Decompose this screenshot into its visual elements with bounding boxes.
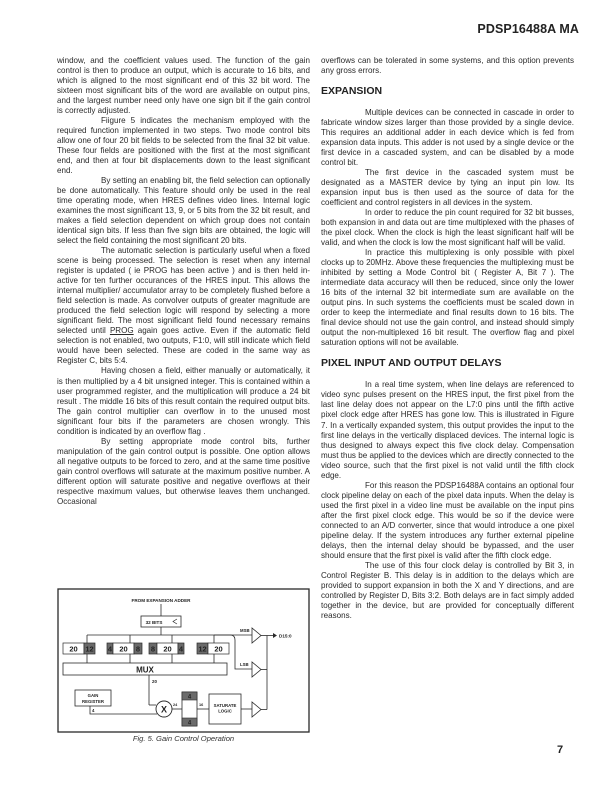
field-group bbox=[63, 643, 229, 654]
paragraph-text: The automatic selection is particularly useful when a fixed scene is being processed. The selection is reset when any internal register is updated ( ie PROG has been active ) and is then held in-active for ten further occurances of the HRES input. This allows the internal multiplier/ accumulator array to be completely flushed before a field selection is made. As convolver outputs of greater magnitude are produced the field selection logic will respond by selecting a more significant field. The most significant field found necessary remains selected until bbox=[57, 246, 310, 336]
mux-width-label: 20 bbox=[152, 679, 157, 684]
middle-width-label: 16 bbox=[199, 703, 204, 707]
saturate-logic-label: LOGIC bbox=[218, 708, 232, 714]
paragraph: The first device in the cascaded system must be designated as a MASTER device by tying an input pin low. Its expansion input bus is then used as the source of data for the coefficient and control registers in all devices in the system. bbox=[321, 168, 574, 208]
paragraph: overflows can be tolerated in some systems, and this option prevents any gross errors. bbox=[321, 56, 574, 76]
multiplier-label: X bbox=[160, 704, 168, 715]
gain-control-diagram bbox=[57, 588, 310, 733]
saturate-buffer-icon bbox=[252, 702, 261, 717]
field-segment-label: 12 bbox=[85, 644, 94, 654]
lsb-buffer-icon bbox=[252, 662, 261, 677]
paragraph bbox=[57, 246, 310, 366]
paragraph: window, and the coefficient values used. The function of the gain control is then to produce an output, which is accurate to 16 bits, and which is aligned to the most significant end of this 32 bit word. The sixteen most significant bits of the word are available on output pins, and the largest number need only have one sign bit if the gain control is correctly adjusted. bbox=[57, 56, 310, 116]
paragraph: Having chosen a field, either manually or automatically, it is then multiplied by a 4 bit unsigned integer. This is contained within a user programmed register, and the multiplication will produce a 24 bit result . The middle 16 bits of this result contain the required output bits. The gain control multiplier can overflow in to the unused most significant four bits if the parameters are chosen wrongly. This condition is indicated by an overflow flag . bbox=[57, 366, 310, 436]
gain-width-label: 4 bbox=[92, 708, 95, 713]
paragraph: Multiple devices can be connected in cascade in order to fabricate window sizes larger than those provided by a single device. This requires an additional adder in each device which is fed from expansion data inputs. This adder is not used by a single device or the first device in a cascaded system, and can be disabled by a mode control bit. bbox=[321, 108, 574, 168]
trim-bottom-label: 4 bbox=[187, 720, 192, 727]
product-width-label: 24 bbox=[173, 703, 178, 707]
msb-buffer-icon bbox=[252, 628, 261, 643]
output-bus-label: D15:0 bbox=[279, 633, 292, 639]
field-segment-label: 8 bbox=[135, 644, 141, 654]
field-segment-label: 8 bbox=[150, 644, 156, 654]
field-segment-label: 4 bbox=[107, 644, 113, 654]
mux-label: MUX bbox=[136, 665, 154, 675]
prog-signal-overbar: PROG bbox=[109, 326, 134, 336]
field-segment-label: 20 bbox=[163, 644, 172, 654]
paragraph: For this reason the PDSP16488A contains an optional four clock pipeline delay on each of the pixel data inputs. When the delay is used the first pixel in a video line must be available on the input pins after the first pixel clock edge. This would be so if the device were connected to an A/D converter, since that would introduce a one pixel pipeline delay. If the system introduces any further external pipeline delays, then the internal delay should be bypassed, and the user should ensure that the first pixel is valid after the fifth clock edge. bbox=[321, 480, 574, 560]
paragraph: By setting appropriate mode control bits, further manipulation of the gain control output is possible. One option allows all negative outputs to be forced to zero, and at the same time positive gain control overflows will saturate at the maximum positive number. A different option will saturate positive and negative overflows at their respective maximum values, but otherwise leaves them unchanged. Occasional bbox=[57, 436, 310, 506]
paragraph: In order to reduce the pin count required for 32 bit busses, both expansion in and data out are time multiplexed with the phases of the pixel clock. When the clock is high the least significant half will be valid, and when the clock is low the most significant half will be valid. bbox=[321, 208, 574, 248]
right-column bbox=[321, 56, 574, 621]
paragraph: In a real time system, when line delays are referenced to video sync pulses present on the HRES input, the first pixel from the last line delay does not appear on the L7:0 pins until the fifth active pixel clock edge after HRES has gone low. This is illustrated in Figure 7. In a vertically expanded system, this output provides the input to the first line delays in the vertically displaced devices. The internal logic is thus designed to always expect this five clock delay. Compensation must thus be applied to the devices which are directly connected to the video source, such that the first pixel is not valid until the fifth clock edge. bbox=[321, 380, 574, 480]
left-column bbox=[57, 56, 310, 507]
field-segment-label: 20 bbox=[69, 644, 78, 654]
section-heading-pixel-delays: PIXEL INPUT AND OUTPUT DELAYS bbox=[321, 357, 502, 370]
output-arrow-icon bbox=[273, 633, 277, 638]
field-segment-label: 4 bbox=[178, 644, 184, 654]
paragraph-text: again goes active. Even if the automatic field selection is not enabled, two outputs, F1:0, will still indicate which field would have been selected. These are coded in the same way as Register C, bits 5:4. bbox=[57, 326, 310, 366]
page-number: 7 bbox=[557, 744, 564, 756]
gain-register-label: GAIN bbox=[87, 693, 99, 698]
saturate-logic-label: SATURATE bbox=[213, 703, 237, 708]
section-heading-expansion: EXPANSION bbox=[321, 85, 383, 98]
paragraph: In practice this multiplexing is only possible with pixel clocks up to 20MHz. Above these frequencies the multiplexing must be inhibited by setting a Mode Control bit ( Register A, Bit 7 ). The intermediate data accuracy will then be reduced, since only the lower 16 bits of the internal 32 bit intermediate sum are available on the output pins. In such systems the coefficients must be scaled down in order to keep the intermediate and final results down to 16 bits. The final device should not use the gain control, and instead should simply output the non-multiplexed 16 bit result. The overflow flag and pixel saturation options will not be available. bbox=[321, 248, 574, 348]
field-segment-label: 20 bbox=[214, 644, 223, 654]
bits-label: 32 BITS bbox=[145, 620, 163, 625]
diagram-svg bbox=[57, 588, 310, 733]
paragraph: By setting an enabling bit, the field selection can optionally be done automatically. This feature should only be used in the real time operating mode, when HRES defines video lines. Internal logic examines the most significant 13, 9, or 5 bits from the 32 bit result, and makes a field selection dependent on which group does not contain identical sign bits. If less than five sign bits are obtained, the logic will select the field containing the most significant 20 bits. bbox=[57, 176, 310, 246]
paragraph: The use of this four clock delay is controlled by Bit 3, in Control Register B. This delay is in addition to the delays which are provided to support expansion in both the X and Y directions, and are controlled by Register D, Bits 3:2. Both delays are in fact simply added together in the device, but are provided for conceptually different reasons. bbox=[321, 560, 574, 620]
gain-register-label: REGISTER bbox=[82, 699, 104, 704]
trim-top-label: 4 bbox=[187, 694, 192, 701]
lsb-label: LSB bbox=[240, 662, 249, 667]
document-header-title: PDSP16488A MA bbox=[477, 22, 579, 36]
msb-label: MSB bbox=[240, 628, 250, 633]
field-segment-label: 20 bbox=[119, 644, 128, 654]
from-expansion-adder-label: FROM EXPANSION ADDER bbox=[131, 598, 191, 603]
paragraph: Fiigure 5 indicates the mechanism employed with the required function implemented in two steps. Two mode control bits allow one of four 20 bit fields to be selected from the final 32 bit value. These four fields are positioned with the first at the most significant end, and then at four bit displacements down to the least significant end. bbox=[57, 116, 310, 176]
field-segment-label: 12 bbox=[198, 644, 207, 654]
figure-caption: Fig. 5. Gain Control Operation bbox=[132, 734, 235, 743]
